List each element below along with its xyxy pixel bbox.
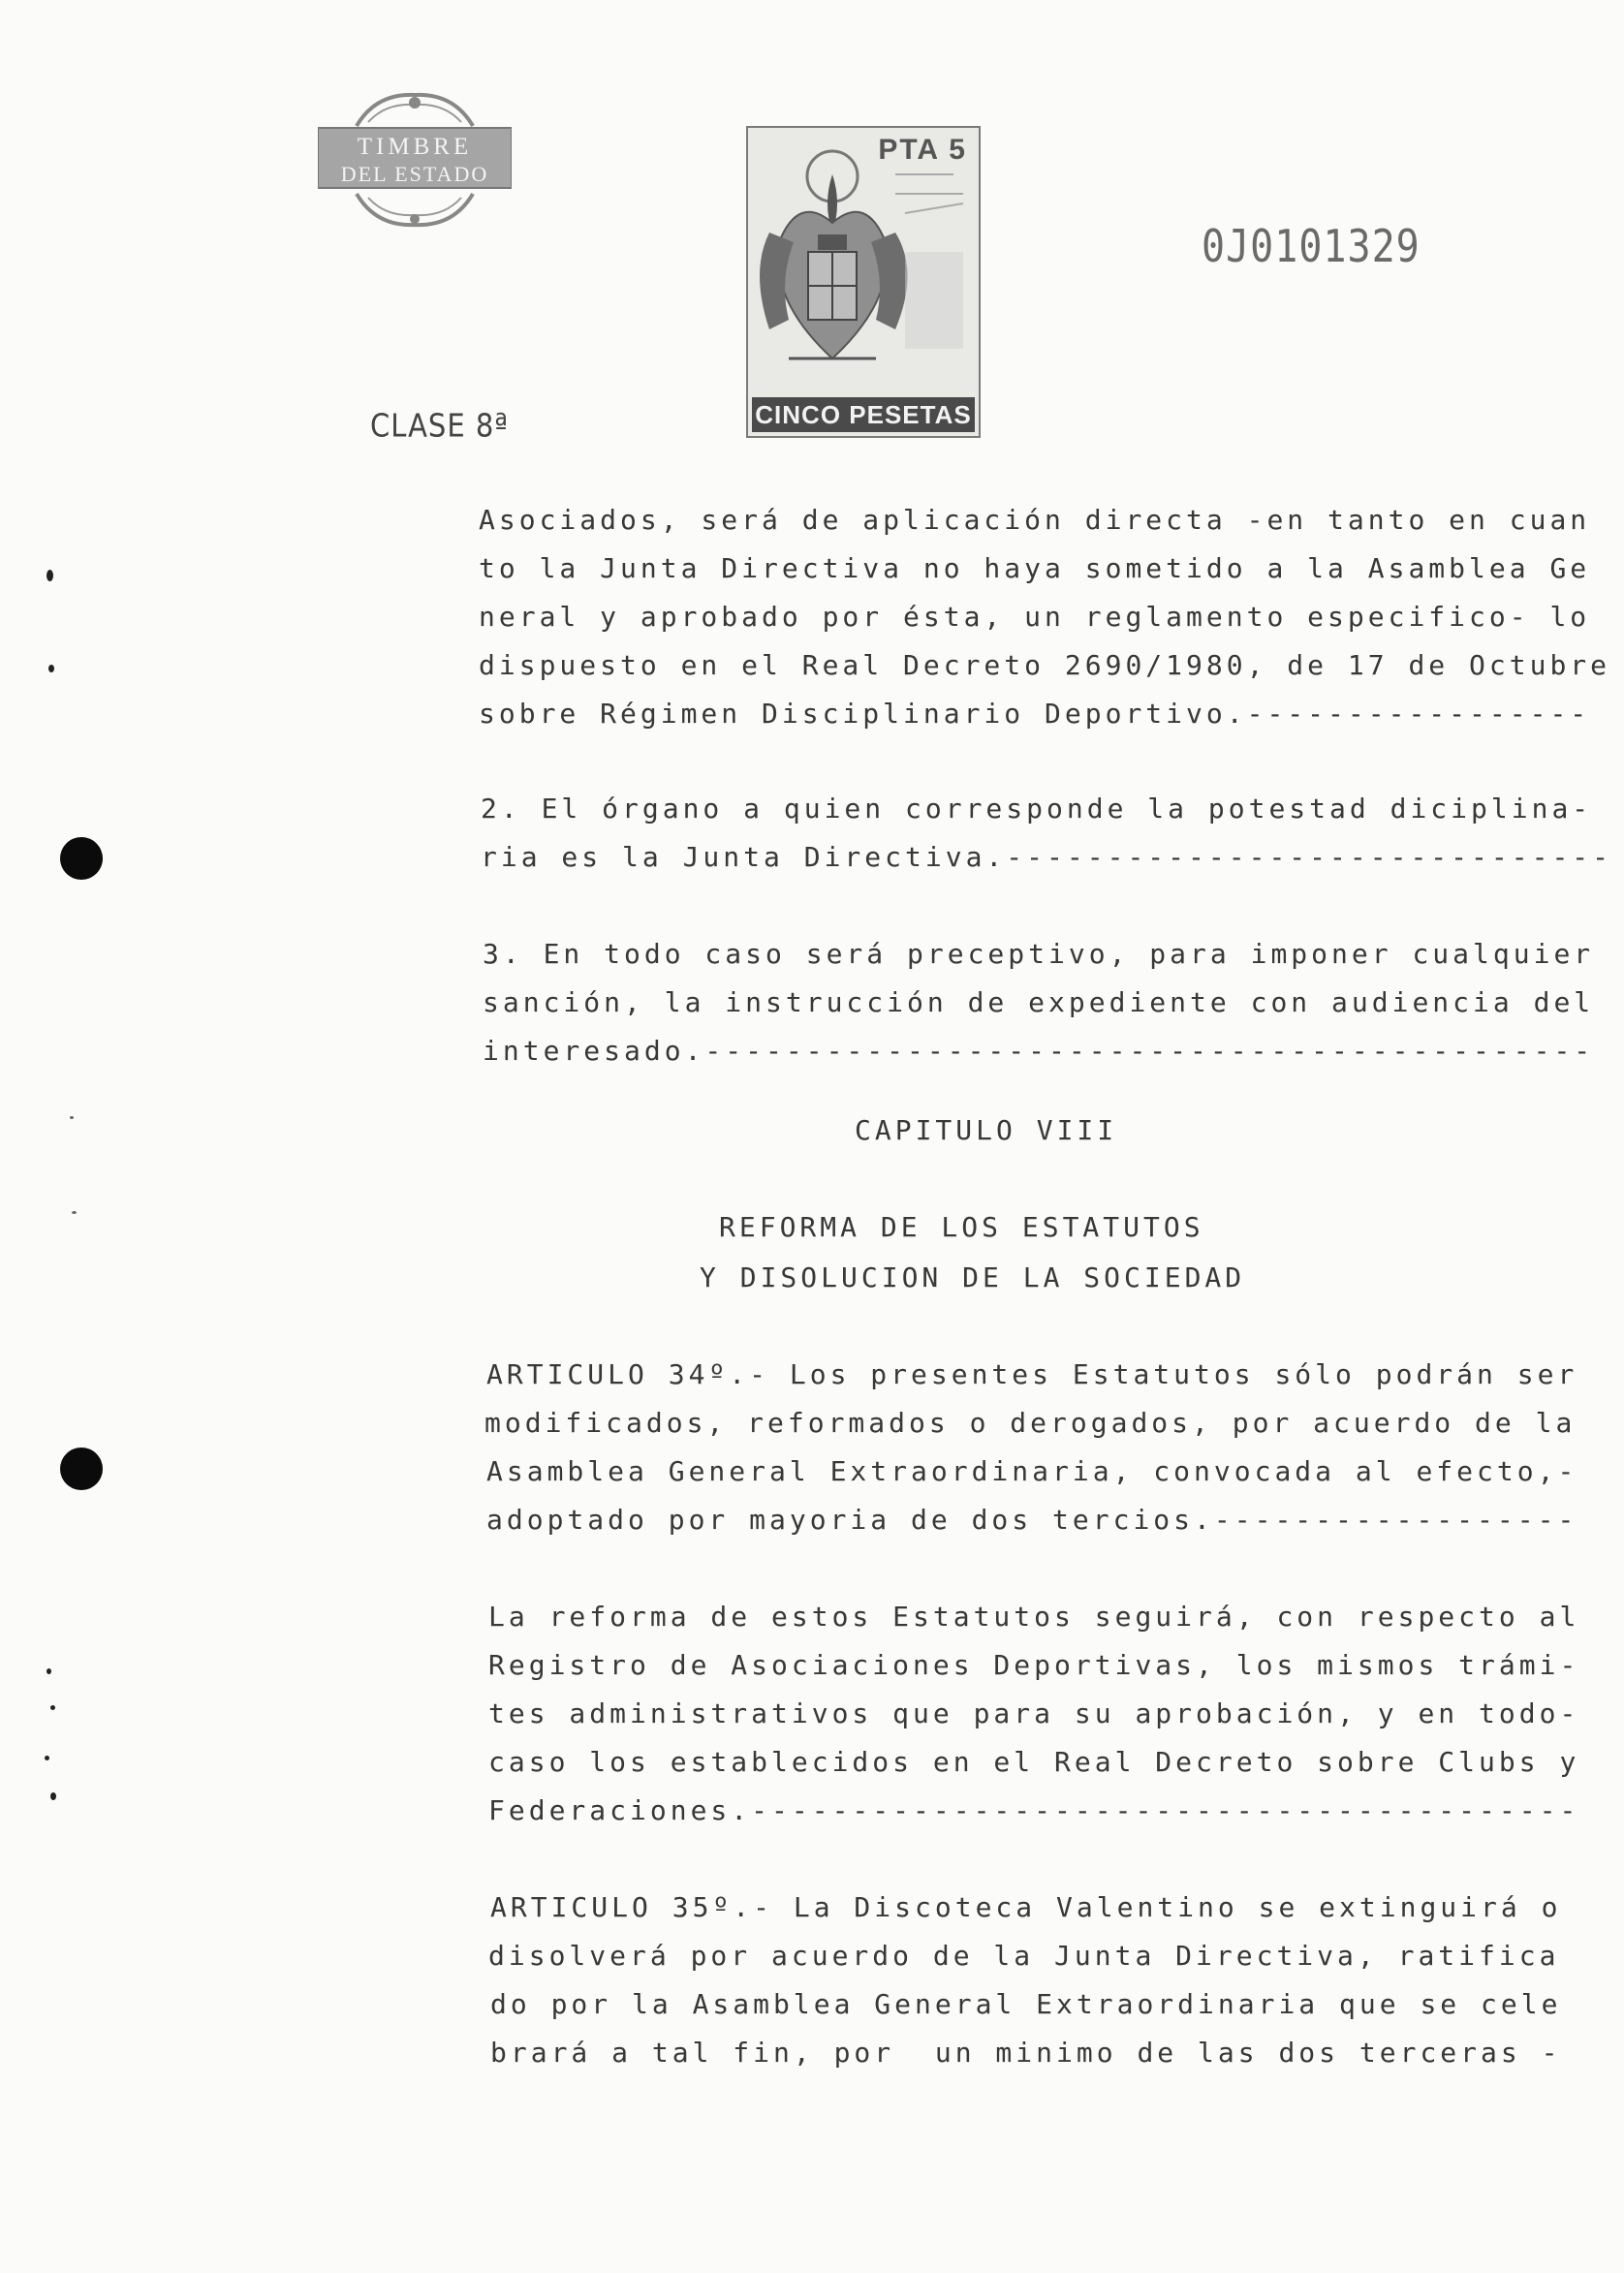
art34-line-4: adoptado por mayoria de dos tercios.------------------ [486,1504,1578,1536]
p5-line-1: La reforma de estos Estatutos seguirá, con respecto al [488,1601,1580,1633]
coat-of-arms-icon [750,136,977,397]
margin-speck [50,1705,55,1710]
art35-line-3: do por la Asamblea General Extraordinaria que se cele [490,1988,1562,2020]
timbre-del-estado-emblem [318,89,512,233]
p5-line-3: tes administrativos que para su aprobación, y en todo- [488,1697,1580,1729]
art35-line-1: ARTICULO 35º.- La Discoteca Valentino se extinguirá o [490,1891,1562,1923]
chapter-title-line-2: Y DISOLUCION DE LA SOCIEDAD [700,1261,1246,1293]
margin-speck [47,1668,51,1674]
stamp-value: PTA 5 [878,134,967,166]
p3-line-3: interesado.-------------------------------------------- [483,1035,1595,1067]
margin-speck [45,1756,49,1760]
binder-hole-top [60,837,103,880]
timbre-line1: TIMBRE [357,134,473,160]
p5-line-5: Federaciones.----------------------------------------- [488,1794,1580,1826]
art35-line-4: brará a tal fin, por un minimo de las dos terceras - [490,2037,1562,2069]
art34-line-2: modificados, reformados o derogados, por acuerdo de la [484,1407,1577,1439]
art34-line-3: Asamblea General Extraordinaria, convocada al efecto,- [486,1455,1578,1487]
p1-line-4: dispuesto en el Real Decreto 2690/1980, de 17 de Octubre [479,649,1611,681]
clase-label: CLASE 8ª [370,406,509,445]
serial-number: 0J0101329 [1202,221,1421,273]
fiscal-stamp [746,126,981,438]
p3-line-1: 3. En todo caso será preceptivo, para imponer cualquier [483,938,1595,970]
margin-speck [70,1116,74,1119]
p2-line-1: 2. El órgano a quien corresponde la potestad diciplina- [481,793,1593,825]
p2-line-2: ria es la Junta Directiva.------------------------------ [481,841,1613,873]
margin-speck [72,1211,77,1214]
p1-line-2: to la Junta Directiva no haya sometido a la Asamblea Ge [479,552,1591,584]
chapter-title-line-1: REFORMA DE LOS ESTATUTOS [719,1211,1204,1243]
margin-speck [48,665,54,672]
p1-line-3: neral y aprobado por ésta, un reglamento especifico- lo [479,601,1591,633]
p5-line-2: Registro de Asociaciones Deportivas, los mismos trámi- [488,1649,1580,1681]
p1-line-5: sobre Régimen Disciplinario Deportivo.----------------- [479,698,1591,730]
art35-line-2: disolverá por acuerdo de la Junta Directiva, ratifica [488,1940,1560,1972]
margin-speck [50,1792,56,1800]
timbre-line2: DEL ESTADO [340,162,489,186]
stamp-band: CINCO PESETAS [752,397,975,432]
art34-line-1: ARTICULO 34º.- Los presentes Estatutos sólo podrán ser [486,1358,1578,1390]
p5-line-4: caso los establecidos en el Real Decreto sobre Clubs y [488,1746,1580,1778]
chapter-heading: CAPITULO VIII [855,1114,1118,1146]
binder-hole-bottom [60,1448,103,1490]
p1-line-1: Asociados, será de aplicación directa -en tanto en cuan [479,504,1591,536]
margin-speck [47,570,53,581]
p3-line-2: sanción, la instrucción de expediente con audiencia del [483,986,1595,1018]
